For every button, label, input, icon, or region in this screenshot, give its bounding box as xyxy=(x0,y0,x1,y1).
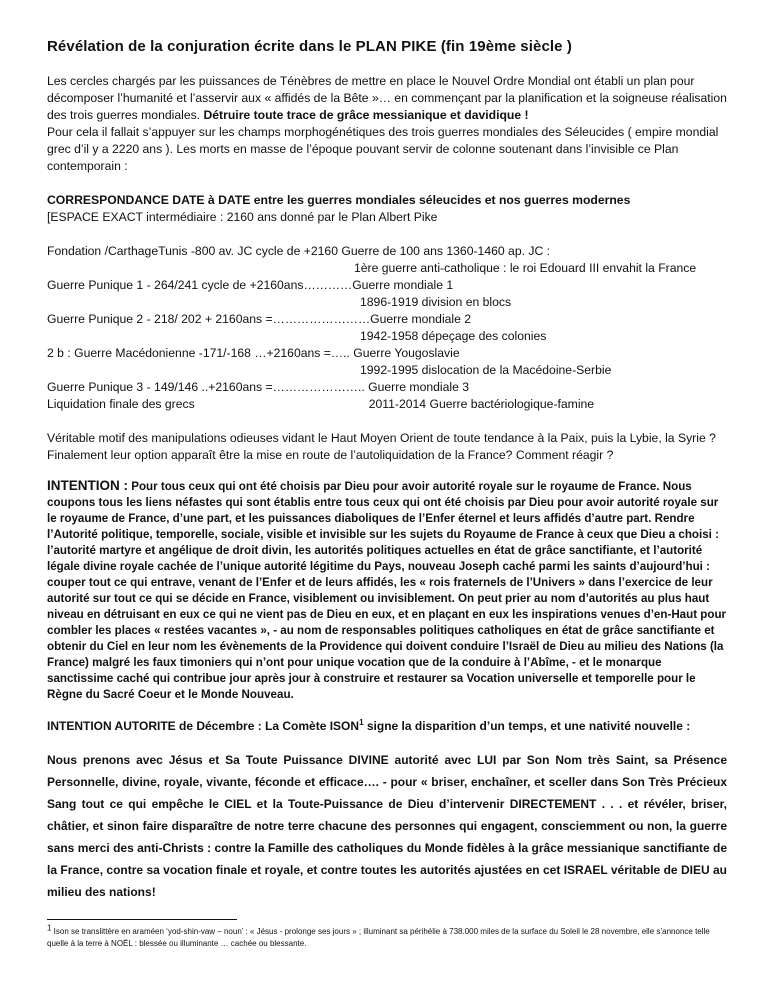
intro-paragraph xyxy=(47,73,727,175)
intro-text: Les cercles chargés par les puissances de Ténèbres de mettre en place le Nouvel Ordre Mondial ont établi un plan pour décomposer l’humanité et l’asservir aux « affidés de la Bête »… en commençant par la planification et la soigneuse réalisation des trois guerres mondiales. xyxy=(47,74,727,122)
correspondance-row: Fondation /CarthageTunis -800 av. JC cycle de +2160 Guerre de 100 ans 1360-1460 ap. JC : xyxy=(47,244,551,258)
footnote-number: 1 xyxy=(47,923,52,933)
correspondance-row: 1992-1995 dislocation de la Macédoine-Serbie xyxy=(360,363,612,377)
correspondance-row: 1ère guerre anti-catholique : le roi Edouard III envahit la France xyxy=(354,261,697,275)
prayer-paragraph: Nous prenons avec Jésus et Sa Toute Puissance DIVINE autorité avec LUI par Son Nom très Saint, sa Présence Personnelle, divine, royale, vivante, féconde et efficace…. - pour « briser, enchaîner, et sceller dans Son Très Précieux Sang tout ce qui empêche le CIEL et la Toute-Puissance de Dieu d’intervenir DIRECTEMENT . . . et révéler, briser, châtier, et sinon faire disparaître de notre terre chacune des personnes qui engagent, consciemment ou non, la guerre sans merci des anti-Christs : contre la Famille des catholiques du Monde fidèles à la grâce messianique sanctifiante de la France, contre sa vocation finale et royale, et contre toutes les autorités ajustées en cet ISRAEL véritable de DIEU au milieu des nations! xyxy=(47,753,727,899)
decembre-heading xyxy=(47,718,727,735)
correspondance-row-split xyxy=(47,396,727,413)
intro-bold-text: Détruire toute trace de grâce messianique et davidique ! xyxy=(200,108,529,122)
correspondance-cell: 2011-2014 Guerre bactériologique-famine xyxy=(368,397,595,411)
intention-lead: INTENTION : xyxy=(47,478,128,493)
correspondance-row: 1896-1919 division en blocs xyxy=(360,295,512,309)
motif-paragraph: Véritable motif des manipulations odieuses vidant le Haut Moyen Orient de toute tendance à la Paix, puis la Lybie, la Syrie ? Finalement leur option apparaît être la mise en route de l’autoliquidation de la France? Comment réagir ? xyxy=(47,431,716,462)
intro-text-2: Pour cela il fallait s’appuyer sur les champs morphogénétiques des trois guerres mondiales des Séleucides ( empire mondial grec d’il y a 2220 ans ). Les morts en masse de l’époque pouvant servir de colonne soutenant dans l’invisible ce Plan contemporain : xyxy=(47,125,719,173)
footnote xyxy=(47,923,727,950)
intention-text: Pour tous ceux qui ont été choisis par Dieu pour avoir autorité royale sur le royaume de France. Nous coupons tous les liens néfastes qui sont établis entre tous ceux qui ont été choisis par Dieu pour avoir autorité royale sur le royaume de France, d’une part, et les puissances diaboliques de l’Enfer éternel et leurs affidés d’autre part. Rendre l’Autorité politique, temporelle, sociale, visible et invisible sur les sujets du Royaume de France à ceux que Dieu a choisi : l’autorité martyre et angélique de droit divin, les autorités politiques actuelles en état de grâce sanctifiante, et l’autorité légale divine royale cachée de l’unique autorité légitime du Pays, nouveau Joseph caché parmi les saints d’aujourd’hui : couper tout ce qui entrave, venant de l’Enfer et de leurs affidés, les « rois fraternels de l’Univers » dans l’exercice de leur autorité sur tout ce qui se décide en France, visiblement ou invisiblement. On peut prier au nom d’autorités au plus haut niveau en détruisant en eux ce qui ne vient pas de Dieu en eux, et en plaçant en eux les inspirations venues d’en-Haut pour combler les places « restées vacantes », - au nom de responsables politiques catholiques en état de grâce sanctifiante et obtenir du Ciel en leur nom les évènements de la Providence qui doivent conduire l’Israël de Dieu au milieu des Nations (la France) malgré les faux timoniers qui n’ont pour unique vocation que de la conduire à l’Abîme, - et le monarque sanctissime caché qui contribue jour après jour à construire et restaurer sa Vocation universelle et temporelle pour le Règne du Sacré Coeur et le Monde Nouveau. xyxy=(47,480,727,701)
correspondance-row: Guerre Punique 3 - 149/146 ..+2160ans =………………….. Guerre mondiale 3 xyxy=(47,380,470,394)
correspondance-cell: Liquidation finale des grecs xyxy=(47,397,195,411)
document-page xyxy=(47,38,727,950)
correspondance-section xyxy=(47,192,727,413)
document-title: Révélation de la conjuration écrite dans le PLAN PIKE (fin 19ème siècle ) xyxy=(47,38,572,55)
correspondance-title: CORRESPONDANCE DATE à DATE entre les guerres mondiales séleucides et nos guerres modernes xyxy=(47,193,631,207)
correspondance-row: Guerre Punique 1 - 264/241 cycle de +2160ans…………Guerre mondiale 1 xyxy=(47,278,454,292)
correspondance-row: Guerre Punique 2 - 218/ 202 + 2160ans =……………………Guerre mondiale 2 xyxy=(47,312,472,326)
footnote-divider xyxy=(47,919,237,920)
correspondance-row: 1942-1958 dépeçage des colonies xyxy=(360,329,547,343)
correspondance-subtitle: [ESPACE EXACT intermédiaire : 2160 ans donné par le Plan Albert Pike xyxy=(47,210,438,224)
footnote-ref: 1 xyxy=(359,718,364,727)
intention-paragraph xyxy=(47,478,727,703)
decembre-text: INTENTION AUTORITE de Décembre : La Comète ISON xyxy=(47,719,360,733)
footnote-text: Ison se translittère en araméen ‘yod-shin-vaw – noun’ : « Jésus - prolonge ses jours » ; illuminant sa périhélie à 738.000 miles de la surface du Soleil le 28 novembre, elle s’annonce telle quelle à la terre à NOËL : blessée ou illuminante … cachée ou blessante. xyxy=(47,927,710,948)
decembre-text-2: signe la disparition d’un temps, et une nativité nouvelle : xyxy=(363,719,691,733)
correspondance-row: 2 b : Guerre Macédonienne -171/-168 …+2160ans =….. Guerre Yougoslavie xyxy=(47,346,460,360)
